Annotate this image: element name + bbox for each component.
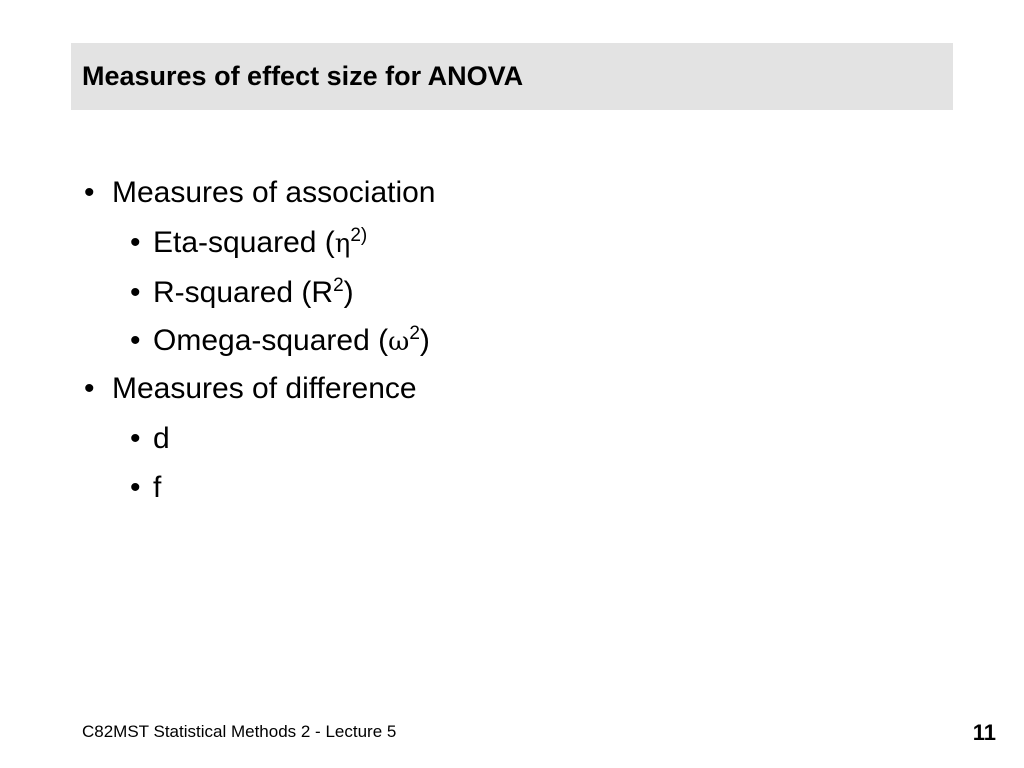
item-label-omega-squared: Omega-squared ( [153, 324, 389, 357]
list-item [130, 276, 354, 310]
omega-superscript: 2 [409, 323, 420, 344]
bullet-icon: • [130, 276, 141, 309]
eta-symbol: η [334, 229, 351, 259]
omega-suffix: ) [419, 324, 430, 357]
section-label-difference: Measures of difference [112, 372, 417, 405]
slide-title: Measures of effect size for ANOVA [82, 61, 524, 91]
item-label-f: f [153, 471, 162, 504]
bullet-icon: • [130, 422, 141, 455]
omega-symbol: ω [388, 327, 410, 357]
bullet-icon: • [130, 226, 141, 259]
eta-superscript: 2) [350, 225, 368, 246]
item-label-d: d [153, 422, 170, 455]
list-item [130, 471, 161, 505]
bullet-icon: • [84, 176, 95, 209]
r-suffix: ) [343, 276, 354, 309]
footer-course: C82MST Statistical Methods 2 - Lecture 5 [82, 722, 397, 741]
section-label-association: Measures of association [112, 176, 436, 209]
item-label-eta-squared: Eta-squared ( [153, 226, 335, 259]
list-item [84, 176, 436, 210]
list-item [130, 422, 170, 456]
r-superscript: 2 [333, 275, 344, 296]
list-item [84, 372, 417, 406]
item-label-r-squared: R-squared (R [153, 276, 334, 309]
list-item [130, 226, 367, 261]
bullet-icon: • [130, 324, 141, 357]
list-item [130, 324, 430, 359]
bullet-icon: • [130, 471, 141, 504]
bullet-icon: • [84, 372, 95, 405]
page-number: 11 [972, 720, 996, 745]
